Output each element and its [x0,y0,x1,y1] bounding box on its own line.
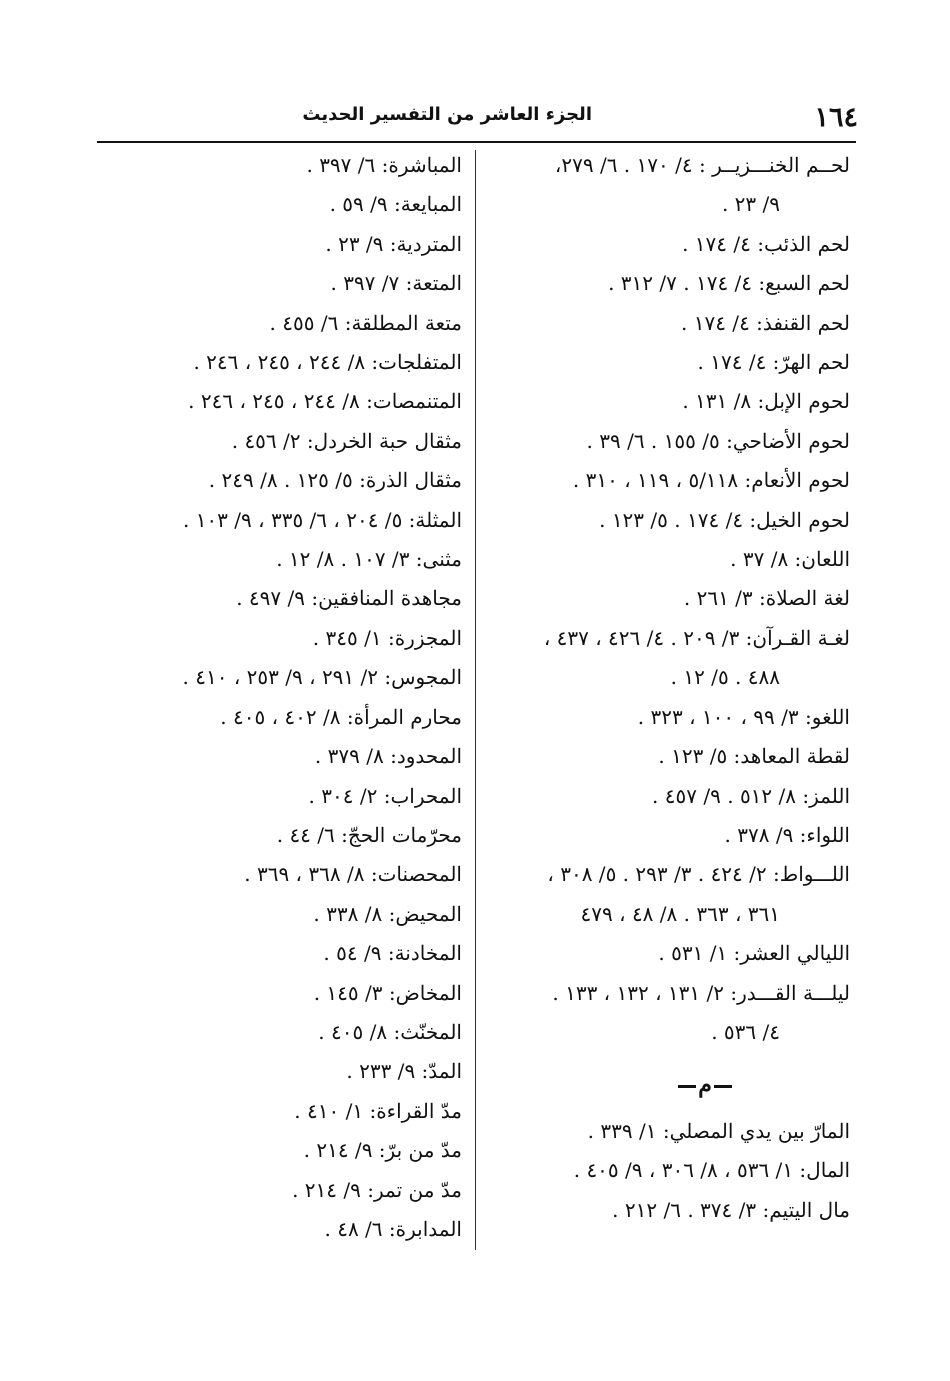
index-entry-text: لحم القنفذ: ٤/ ١٧٤ . [681,310,850,335]
index-entry [490,855,850,934]
index-entry [490,264,850,303]
index-entry-text: اللغو: ٣/ ٩٩ ، ١٠٠ ، ٣٢٣ . [637,704,850,729]
index-entry-text: اللعان: ٨/ ٣٧ . [730,547,850,572]
index-entry-text: المتفلجات: ٨/ ٢٤٤ ، ٢٤٥ ، ٢٤٦ . [193,350,462,375]
index-entry [130,934,462,973]
index-entry [130,579,462,618]
index-entry [130,304,462,343]
index-entry-text: لحم الذئب: ٤/ ١٧٤ . [682,231,850,256]
index-entry-text: الليالي العشر: ١/ ٥٣١ . [658,941,850,966]
index-entry-text: محارم المرأة: ٨/ ٤٠٢ ، ٤٠٥ . [220,704,462,729]
left-index-column [130,146,462,1249]
index-entry [490,501,850,540]
index-entry [490,225,850,264]
index-entry-text: محرّمات الحجّ: ٦/ ٤٤ . [276,822,462,847]
index-entry-text: المتردية: ٩/ ٢٣ . [325,231,462,256]
index-entry-text: اللمز: ٨/ ٥١٢ . ٩/ ٤٥٧ . [652,783,850,808]
index-entry-text: لحوم الأنعام: ٥/١١٨ ، ١١٩ ، ٣١٠ . [572,468,850,493]
index-entry [490,1151,850,1190]
index-entry [490,304,850,343]
index-entry [490,619,850,698]
index-entry [130,658,462,697]
index-entry-text: المباشرة: ٦/ ٣٩٧ . [306,153,462,177]
index-entry [130,1171,462,1210]
index-entry-text: المتعة: ٧/ ٣٩٧ . [330,271,462,296]
index-entry [130,855,462,894]
index-entry [490,540,850,579]
index-entry [130,540,462,579]
index-entry [130,185,462,224]
index-entry [490,934,850,973]
index-entry [130,698,462,737]
index-entry [130,382,462,421]
index-entry [490,777,850,816]
heading-dash [678,1085,696,1088]
index-entry [130,501,462,540]
index-entry-text: لحوم الإبل: ٨/ ١٣١ . [682,389,850,414]
column-divider [475,150,476,1250]
index-entry [130,225,462,264]
index-entry [130,461,462,500]
section-letter-heading [490,1066,850,1105]
index-entry-text: المارّ بين يدي المصلي: ١/ ٣٣٩ . [587,1118,850,1143]
index-entry [490,382,850,421]
index-entry [490,579,850,618]
index-entry-continuation: ٣٦١ ، ٣٦٣ . ٨/ ٤٨ ، ٤٧٩ [580,901,780,926]
index-entry [130,974,462,1013]
page-number: ١٦٤ [814,102,858,133]
index-entry-text: ليلـــة القـــدر: ٢/ ١٣١ ، ١٣٢ ، ١٣٣ . [552,980,850,1005]
index-entry-text: المخادنة: ٩/ ٥٤ . [323,941,462,966]
index-entry-text: اللواء: ٩/ ٣٧٨ . [724,822,850,847]
header-rule [97,141,856,143]
index-entry [130,777,462,816]
index-entry-text: المبايعة: ٩/ ٥٩ . [329,192,462,217]
index-entry-text: مدّ من برّ: ٩/ ٢١٤ . [303,1138,462,1163]
index-entry-text: مجاهدة المنافقين: ٩/ ٤٩٧ . [236,586,462,611]
index-entry-text: متعة المطلقة: ٦/ ٤٥٥ . [269,310,462,335]
index-entry [490,1191,850,1230]
index-entry [130,264,462,303]
index-entry-continuation: ٩/ ٢٣ . [721,192,780,217]
index-entry-text: مثقال الذرة: ٥/ ١٢٥ . ٨/ ٢٤٩ . [208,468,462,493]
index-entry [490,737,850,776]
index-entry [490,698,850,737]
index-entry-text: المجزرة: ١/ ٣٤٥ . [312,625,462,650]
index-entry-text: المدّ: ٩/ ٢٣٣ . [346,1059,462,1084]
index-entry [130,146,462,185]
index-entry-text: لحوم الأضاحي: ٥/ ١٥٥ . ٦/ ٣٩ . [586,428,850,453]
index-entry [130,343,462,382]
index-entry [490,461,850,500]
index-entry [130,619,462,658]
index-entry-text: المحصنات: ٨/ ٣٦٨ ، ٣٦٩ . [244,862,462,887]
running-header-title: الجزء العاشر من التفسير الحديث [302,104,592,125]
index-entry-text: المتنمصات: ٨/ ٢٤٤ ، ٢٤٥ ، ٢٤٦ . [188,389,462,414]
index-entry-text: اللـــواط: ٢/ ٤٢٤ . ٣/ ٢٩٣ . ٥/ ٣٠٨ ، [547,862,850,887]
index-entry [130,1052,462,1091]
index-entry-text: مثقال حبة الخردل: ٢/ ٤٥٦ . [231,428,462,453]
index-entry-continuation: ٤٨٨ . ٥/ ١٢ . [670,665,780,690]
index-entry [130,895,462,934]
index-entry [490,146,850,225]
index-entry-text: المحراب: ٢/ ٣٠٤ . [308,783,462,808]
index-entry-text: لحــم الخنـــزيــر : ٤/ ١٧٠ . ٦/ ٢٧٩، [554,153,850,177]
index-entry-text: لغة الصلاة: ٣/ ٢٦١ . [683,586,850,611]
index-entry [130,422,462,461]
index-entry [490,1112,850,1151]
right-index-column [490,146,850,1230]
index-entry-text: المخاض: ٣/ ١٤٥ . [313,980,462,1005]
index-entry-text: مدّ القراءة: ١/ ٤١٠ . [294,1098,462,1123]
index-entry-text: مدّ من تمر: ٩/ ٢١٤ . [292,1177,462,1202]
index-entry-text: مثنى: ٣/ ١٠٧ . ٨/ ١٢ . [276,547,462,572]
index-entry-text: لحم السبع: ٤/ ١٧٤ . ٧/ ٣١٢ . [608,271,850,296]
index-entry [130,816,462,855]
index-entry-text: لحم الهرّ: ٤/ ١٧٤ . [697,350,850,375]
index-entry [130,737,462,776]
index-entry-text: المجوس: ٢/ ٢٩١ ، ٩/ ٢٥٣ ، ٤١٠ . [182,665,462,690]
index-entry [130,1210,462,1249]
index-entry [490,974,850,1053]
heading-dash [714,1085,732,1088]
index-entry-text: لقطة المعاهد: ٥/ ١٢٣ . [658,744,850,769]
index-entry [130,1131,462,1170]
index-entry-text: المحدود: ٨/ ٣٧٩ . [314,744,462,769]
index-entry [490,816,850,855]
index-entry [490,422,850,461]
index-entry-text: مال اليتيم: ٣/ ٣٧٤ . ٦/ ٢١٢ . [612,1197,850,1222]
index-entry [130,1092,462,1131]
index-entry-text: المال: ١/ ٥٣٦ ، ٨/ ٣٠٦ ، ٩/ ٤٠٥ . [573,1158,850,1183]
index-entry-text: المثلة: ٥/ ٢٠٤ ، ٦/ ٣٣٥ ، ٩/ ١٠٣ . [182,507,462,532]
index-entry [130,1013,462,1052]
index-entry-text: المخنّث: ٨/ ٤٠٥ . [318,1019,462,1044]
index-entry [490,343,850,382]
index-entry-text: لحوم الخيل: ٤/ ١٧٤ . ٥/ ١٢٣ . [599,507,850,532]
index-entry-text: المحيض: ٨/ ٣٣٨ . [313,901,462,926]
index-entry-text: المدابرة: ٦/ ٤٨ . [324,1216,462,1241]
section-letter: م [698,1072,712,1099]
index-entry-text: لغـة القـرآن: ٣/ ٢٠٩ . ٤/ ٤٢٦ ، ٤٣٧ ، [543,625,850,650]
index-entry-continuation: ٤/ ٥٣٦ . [711,1019,780,1044]
